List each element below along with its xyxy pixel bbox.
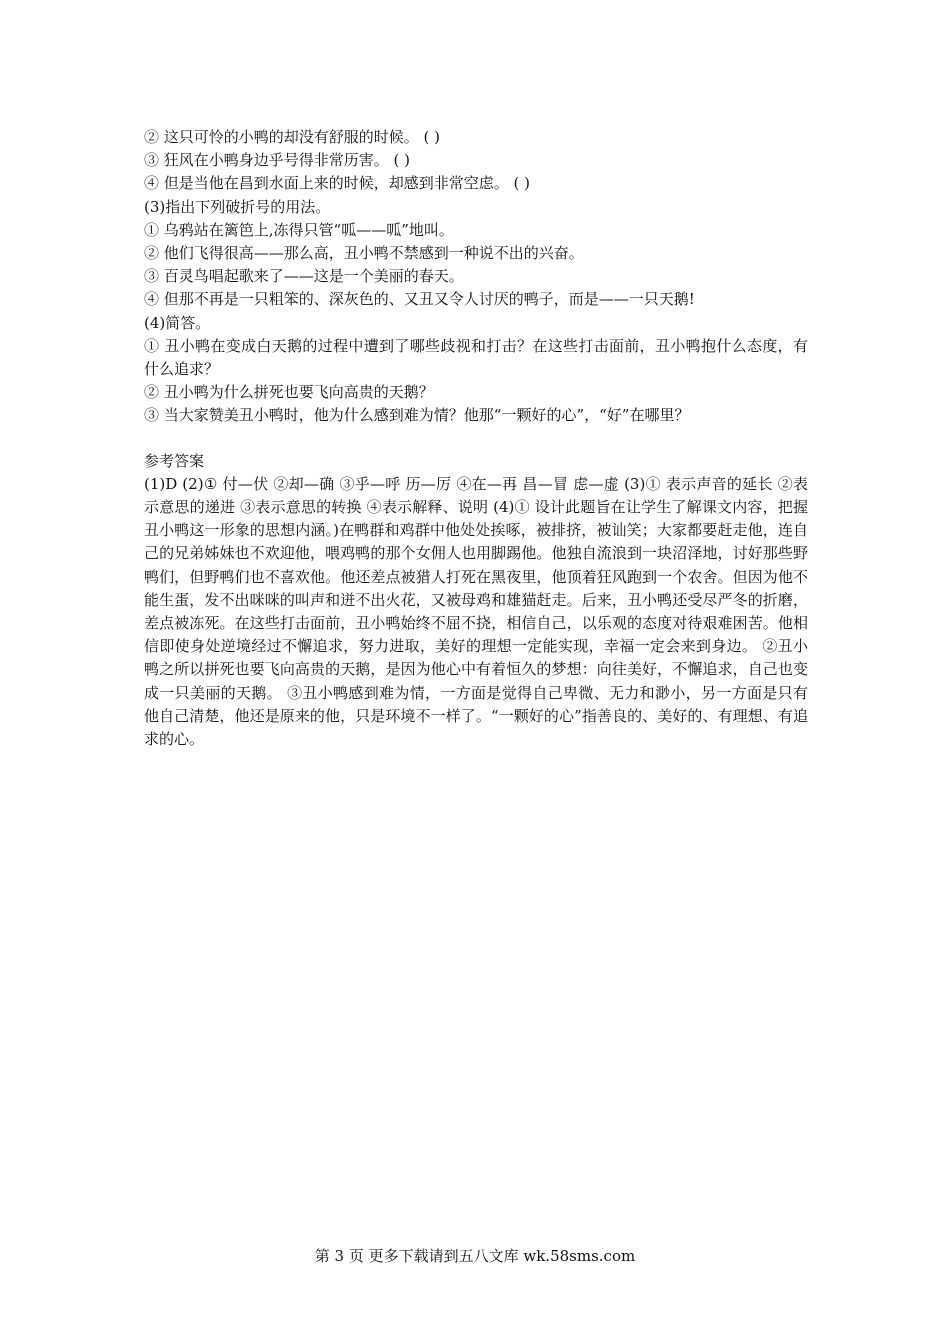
question-4-3: ③ 当大家赞美丑小鸭时，他为什么感到难为情？他那“一颗好的心”，“好”在哪里？ — [144, 406, 690, 425]
question-4-2: ② 丑小鸭为什么拼死也要飞向高贵的天鹅？ — [144, 383, 434, 402]
question-4-1: ① 丑小鸭在变成白天鹅的过程中遭到了哪些歧视和打击？在这些打击面前，丑小鸭抱什么态度，有什么追求？ — [144, 336, 808, 379]
question-heading: (3)指出下列破折号的用法。 — [144, 197, 331, 216]
question-line: ② 他们飞得很高——那么高，丑小鸭不禁感到一种说不出的兴奋。 — [144, 244, 584, 263]
question-line: ③ 百灵鸟唱起歌来了——这是一个美丽的春天。 — [144, 267, 464, 286]
question-line: ③ 狂风在小鸭身边乎号得非常历害。 ( ) — [144, 151, 411, 170]
page-footer: 第 3 页 更多下载请到五八文库 wk.58sms.com — [314, 1247, 636, 1265]
page-content — [144, 126, 808, 751]
question-line: ① 乌鸦站在篱笆上,冻得只管“呱——呱”地叫。 — [144, 220, 454, 239]
answers-text: (1)D (2)① 付—伏 ②却—确 ③乎—呼 历—厉 ④在—再 昌—冒 虑—虚 (3)① 表示声音的延长 ②表示意思的递进 ③表示意思的转换 ④表示解释、说明 (4)① 设计此题旨在让学生了解课文内容，把握丑小鸭这一形象的思想内涵。)在鸭群和鸡群中他处处挨啄，被排挤，被讪笑；大家都要赶走他，连自己的兄弟姊妹也不欢迎他，喂鸡鸭的那个女佣人也用脚踢他。他独自流浪到一块沼泽地，讨好那些野鸭们，但野鸭们也不喜欢他。他还差点被猎人打死在黑夜里，他顶着狂风跑到一个农舍。但因为他不能生蛋，发不出咪咪的叫声和迸不出火花，又被母鸡和雄猫赶走。后来，丑小鸭还受尽严冬的折磨，差点被冻死。在这些打击面前，丑小鸭始终不屈不挠，相信自己，以乐观的态度对待艰难困苦。他相信即使身处逆境经过不懈追求，努力进取，美好的理想一定能实现，幸福一定会来到身边。 ②丑小鸭之所以拼死也要飞向高贵的天鹅，是因为他心中有着恒久的梦想：向往美好，不懈追求，自己也变成一只美丽的天鹅。 ③丑小鸭感到难为情，一方面是觉得自己卑微、无力和渺小，另一方面是只有他自己清楚，他还是原来的他，只是环境不一样了。“一颗好的心”指善良的、美好的、有理想、有追求的心。 — [144, 474, 808, 749]
answers-heading: 参考答案 — [144, 451, 205, 470]
question-line: ④ 但是当他在昌到水面上来的时候，却感到非常空虑。 ( ) — [144, 174, 531, 193]
question-heading: (4)简答。 — [144, 313, 211, 332]
question-line: ④ 但那不再是一只粗笨的、深灰色的、又丑又令人讨厌的鸭子，而是——一只天鹅! — [144, 290, 695, 309]
question-line: ② 这只可怜的小鸭的却没有舒服的时候。 ( ) — [144, 128, 441, 146]
section-gap — [144, 428, 808, 450]
